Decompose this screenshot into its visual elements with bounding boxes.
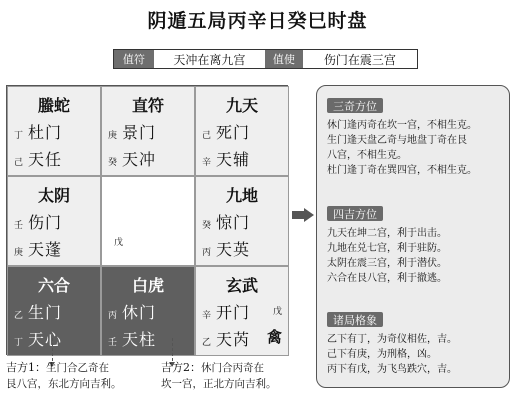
note-right — [161, 360, 311, 392]
section-text-siji — [327, 226, 507, 286]
door: 休门 — [122, 303, 157, 322]
star: 天辅 — [216, 150, 251, 169]
text-line: 己下有庚，为刑格，凶。 — [327, 349, 437, 360]
note-right-head: 吉方2： — [161, 361, 201, 374]
palace-god: 螣蛇 — [37, 96, 70, 115]
analysis-panel — [316, 85, 510, 388]
palace-god: 玄武 — [225, 276, 258, 295]
center-stem: 戊 — [114, 238, 124, 248]
duty-info-bar — [113, 49, 418, 69]
chart-title: 阴遁五局丙辛日癸巳时盘 — [147, 10, 368, 32]
palace-god: 九天 — [225, 96, 258, 115]
door-stem: 丙 — [108, 311, 118, 321]
nine-palace-grid — [6, 85, 288, 355]
text-line: 九地在兑七宫，利于驻防。 — [327, 243, 447, 254]
door-stem: 壬 — [14, 221, 24, 231]
text-line: 生门逢天盘乙奇与地盘丁奇在艮 — [327, 135, 467, 146]
text-line: 丙下有戊，为飞鸟跌穴，吉。 — [327, 364, 457, 375]
door: 景门 — [122, 123, 157, 142]
text-line: 九天在坤二宫，利于出击。 — [327, 228, 447, 239]
palace-li-9 — [101, 86, 195, 176]
text-line: 休门逢丙奇在坎一宫，不相生克。 — [327, 120, 477, 131]
section-text-geju — [327, 332, 507, 377]
star: 天冲 — [122, 150, 157, 169]
text-line: 杜门逢丁奇在巽四宫，不相生克。 — [327, 165, 477, 176]
palace-dui-7 — [195, 176, 289, 266]
note-right-line2: 坎一宫，正北方向吉利。 — [161, 378, 277, 390]
zhifu-value: 天冲在离九宫 — [154, 50, 265, 68]
door-stem: 乙 — [14, 311, 24, 321]
zhishi-label: 值使 — [265, 50, 303, 68]
palace-xun-4 — [7, 86, 101, 176]
text-line: 八宫，不相生克。 — [327, 150, 407, 161]
palace-god: 六合 — [37, 276, 70, 295]
palace-center-5 — [101, 176, 195, 266]
star-stem: 庚 — [14, 248, 24, 258]
palace-god: 太阴 — [37, 186, 70, 205]
zhifu-label: 值符 — [114, 50, 154, 68]
text-line: 六合在艮八宫，利于撤逃。 — [327, 273, 447, 284]
palace-kun-2 — [195, 86, 289, 176]
note-right-line1: 休门合丙奇在 — [201, 362, 264, 374]
door: 死门 — [216, 123, 251, 142]
palace-qian-6 — [195, 266, 289, 356]
star: 天英 — [216, 240, 251, 259]
text-line: 乙下有丁，为奇仪相佐，吉。 — [327, 334, 457, 345]
door: 伤门 — [28, 213, 63, 232]
star-stem: 癸 — [108, 158, 118, 168]
star-stem: 辛 — [202, 158, 212, 168]
note-left-line2: 艮八宫，东北方向吉利。 — [6, 378, 122, 390]
palace-gen-8 — [7, 266, 101, 356]
star-stem: 壬 — [108, 338, 118, 348]
zhishi-value: 伤门在震三宫 — [303, 50, 417, 68]
door-stem: 庚 — [108, 131, 118, 141]
star: 天心 — [28, 330, 63, 349]
text-line: 太阴在震三宫，利于潜伏。 — [327, 258, 447, 269]
door-stem: 丁 — [14, 131, 24, 141]
arrow-right-icon — [292, 208, 314, 222]
door-stem: 癸 — [202, 221, 212, 231]
door: 惊门 — [216, 213, 251, 232]
palace-zhen-3 — [7, 176, 101, 266]
section-title-siji: 四吉方位 — [327, 206, 383, 221]
extra-stem: 戊 — [272, 307, 282, 317]
door-stem: 辛 — [202, 311, 212, 321]
door-stem: 己 — [202, 131, 212, 141]
star-stem: 丙 — [202, 248, 212, 258]
note-left — [6, 360, 156, 392]
palace-god: 直符 — [131, 96, 164, 115]
star-stem: 丁 — [14, 338, 24, 348]
palace-god: 白虎 — [131, 276, 164, 295]
star-stem: 乙 — [202, 338, 212, 348]
note-left-line1: 生门合乙奇在 — [46, 362, 109, 374]
star-stem: 己 — [14, 158, 24, 168]
section-title-geju: 诸局格象 — [327, 312, 383, 327]
section-title-sanqi: 三奇方位 — [327, 98, 383, 113]
star: 天芮 — [216, 330, 251, 349]
palace-kan-1 — [101, 266, 195, 356]
note-left-head: 吉方1： — [6, 361, 46, 374]
section-text-sanqi — [327, 118, 507, 178]
star: 天蓬 — [28, 240, 63, 259]
door: 开门 — [216, 303, 251, 322]
star: 天任 — [28, 150, 63, 169]
door: 杜门 — [28, 123, 63, 142]
extra-star: 禽 — [266, 328, 282, 346]
palace-god: 九地 — [225, 186, 258, 205]
star: 天柱 — [122, 330, 157, 349]
door: 生门 — [28, 303, 63, 322]
